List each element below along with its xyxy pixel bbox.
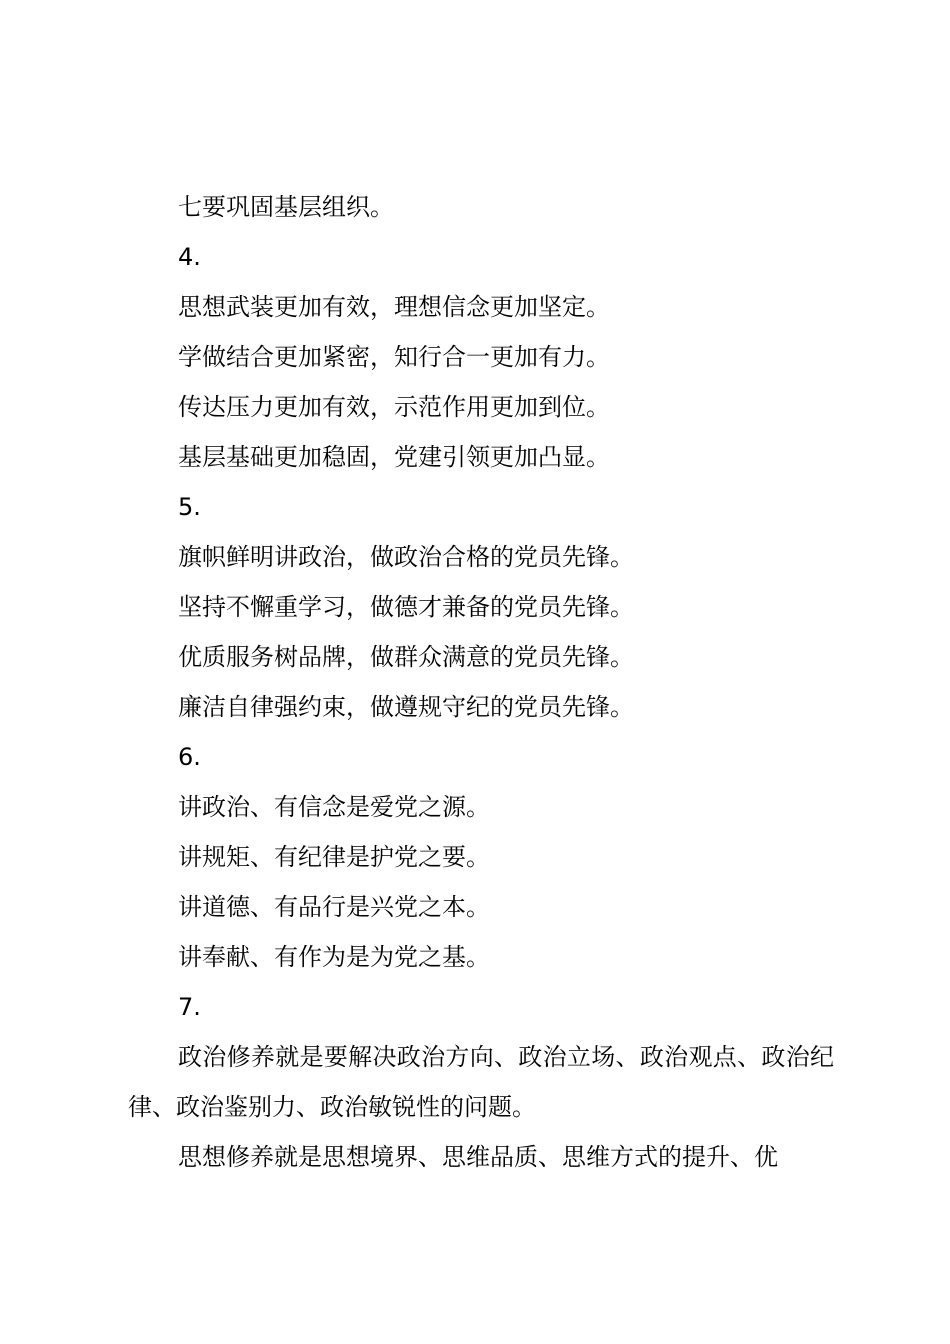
text-line: 优质服务树品牌，做群众满意的党员先锋。 [178, 643, 634, 671]
text-line: 基层基础更加稳固，党建引领更加凸显。 [178, 443, 610, 471]
section-number: 7. [178, 993, 201, 1021]
section-number: 5. [178, 493, 201, 521]
text-line: 讲奉献、有作为是为党之基。 [178, 943, 490, 971]
paragraph: 政治修养就是要解决政治方向、政治立场、政治观点、政治纪律、政治鉴别力、政治敏锐性的问题。 [128, 1043, 834, 1121]
section-number: 4. [178, 243, 201, 271]
text-line: 传达压力更加有效，示范作用更加到位。 [178, 393, 610, 421]
text-line: 坚持不懈重学习，做德才兼备的党员先锋。 [178, 593, 634, 621]
text-line: 学做结合更加紧密，知行合一更加有力。 [178, 343, 610, 371]
section-number: 6. [178, 743, 201, 771]
text-line: 讲道德、有品行是兴党之本。 [178, 893, 490, 921]
document-body [128, 182, 834, 1182]
text-line: 廉洁自律强约束，做遵规守纪的党员先锋。 [178, 693, 634, 721]
text-line: 讲规矩、有纪律是护党之要。 [178, 843, 490, 871]
text-line: 旗帜鲜明讲政治，做政治合格的党员先锋。 [178, 543, 634, 571]
text-line: 七要巩固基层组织。 [178, 193, 394, 221]
paragraph: 思想修养就是思想境界、思维品质、思维方式的提升、优 [178, 1143, 778, 1171]
text-line: 思想武装更加有效，理想信念更加坚定。 [178, 293, 610, 321]
text-line: 讲政治、有信念是爱党之源。 [178, 793, 490, 821]
